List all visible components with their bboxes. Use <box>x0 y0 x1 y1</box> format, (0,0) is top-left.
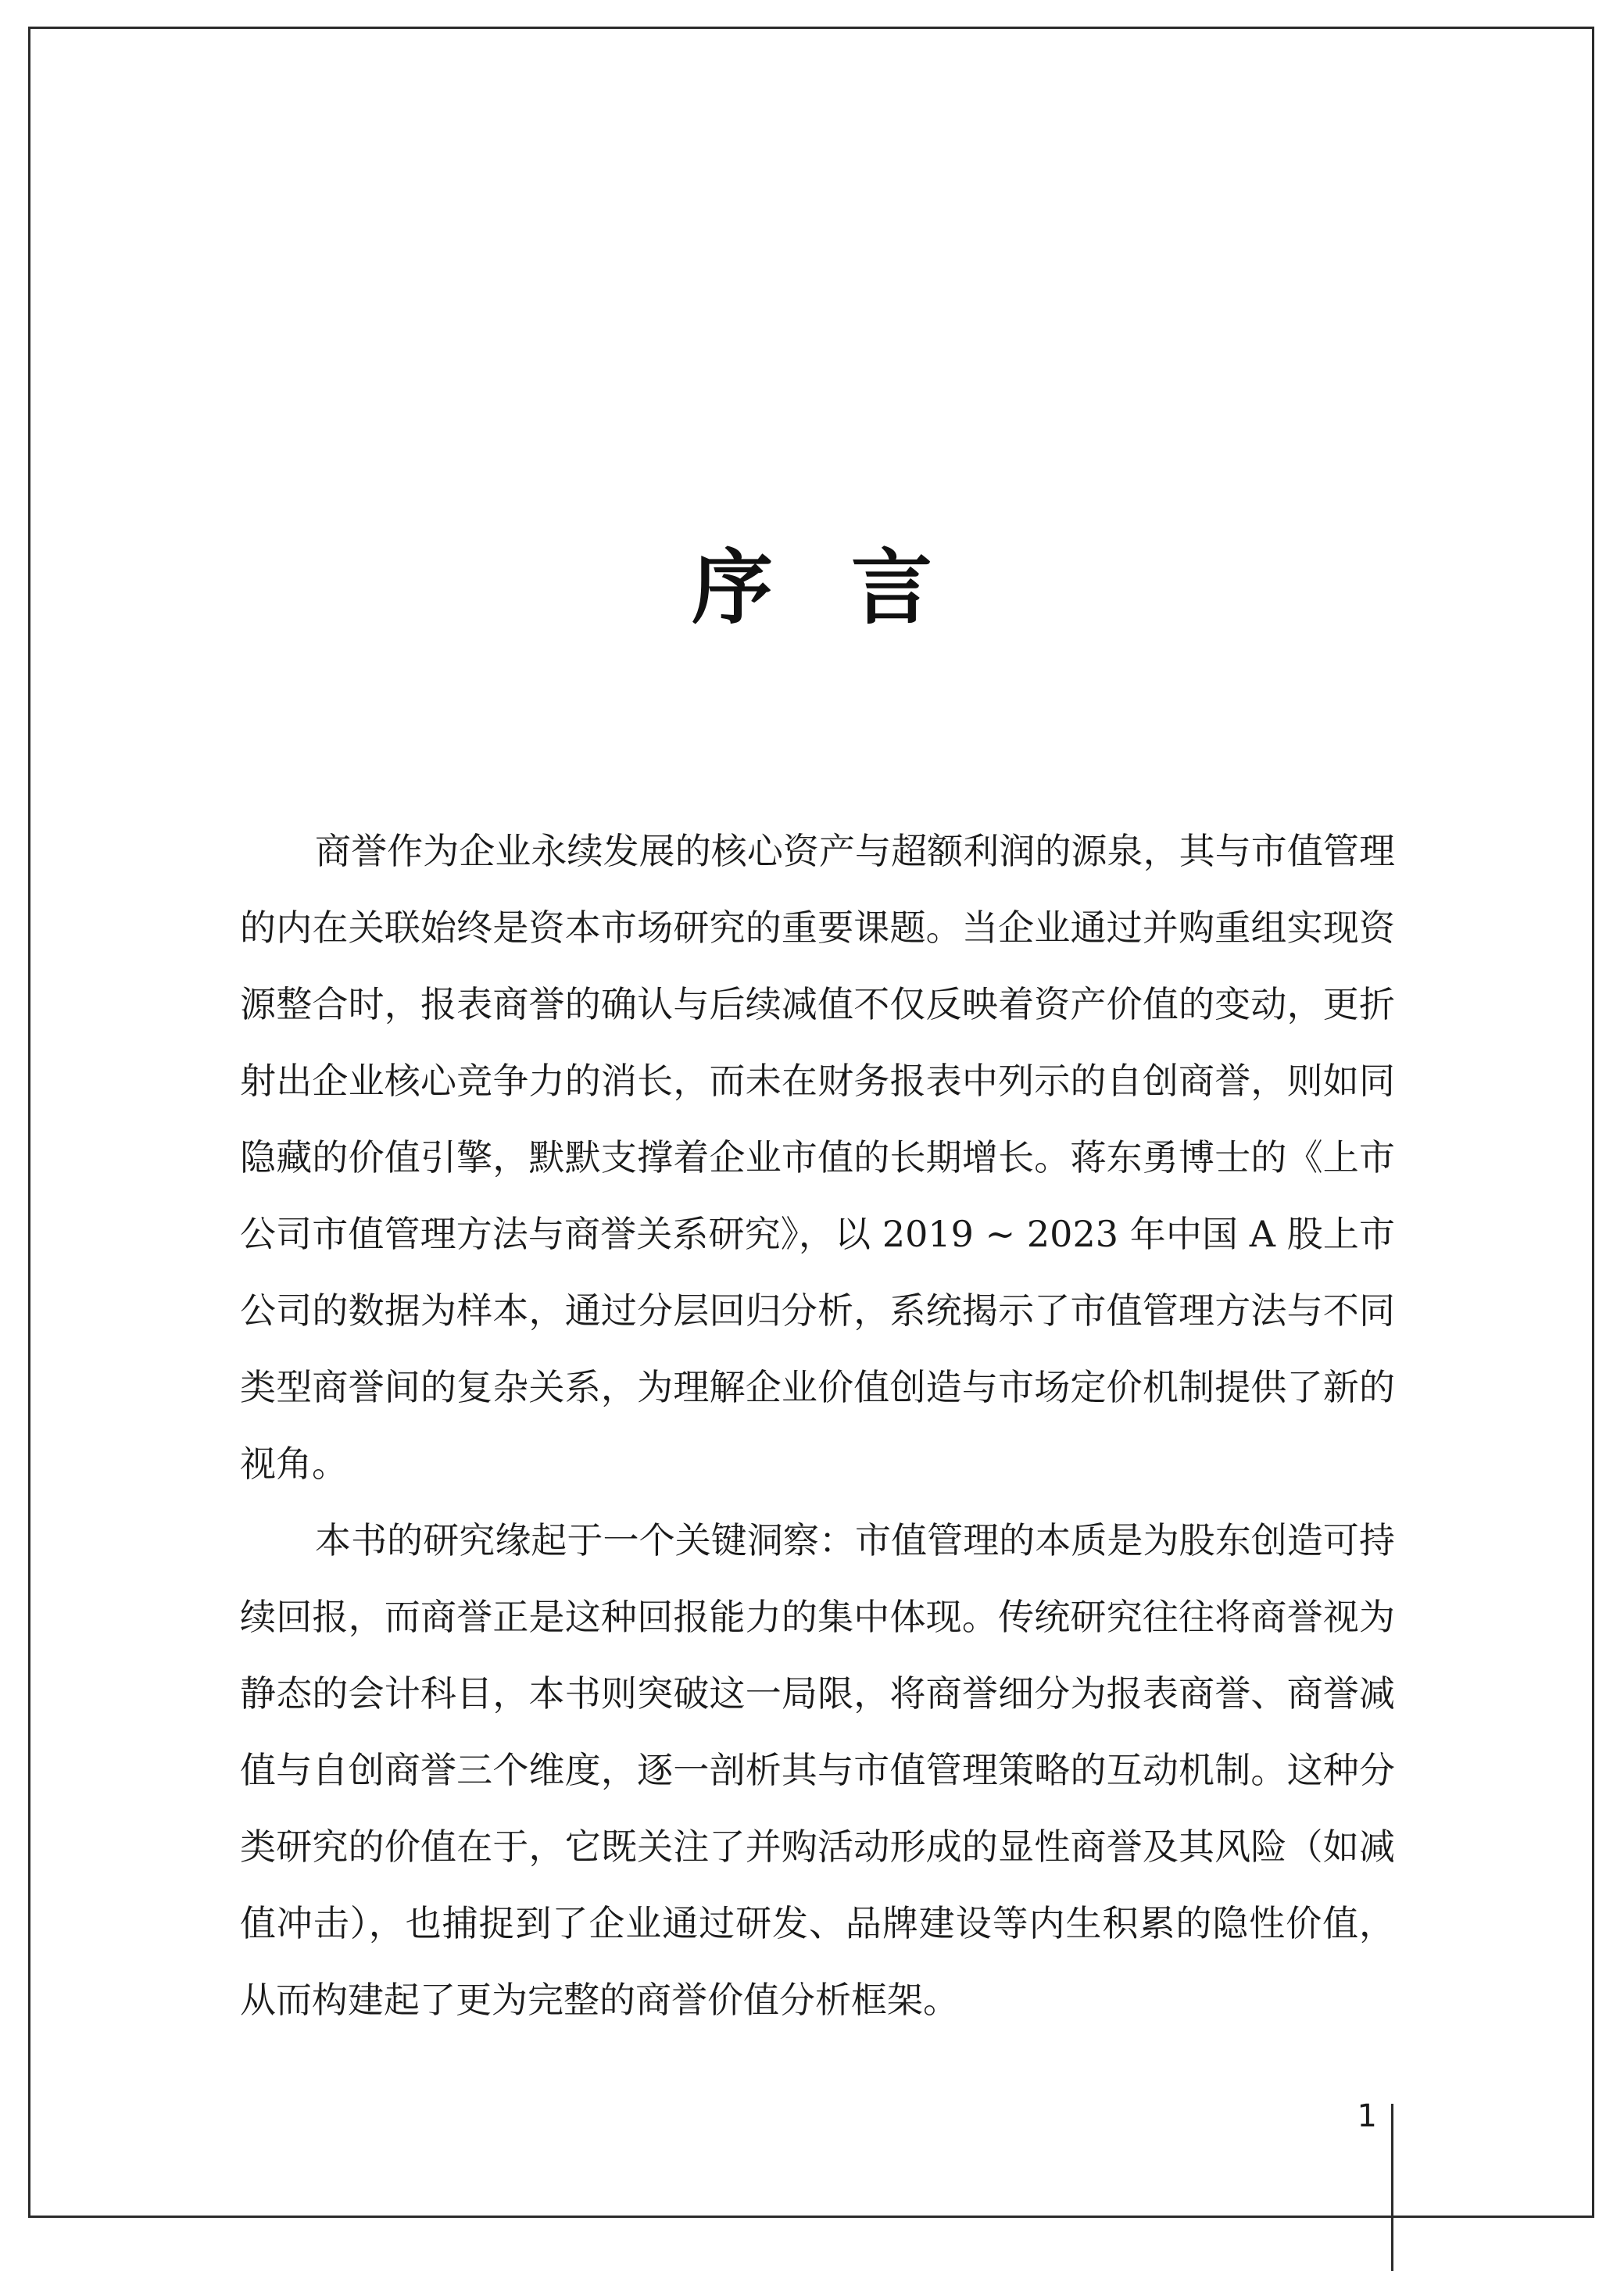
paragraph-1: 商誉作为企业永续发展的核心资产与超额利润的源泉，其与市值管理的内在关联始终是资本市场研究的重要课题。当企业通过并购重组实现资源整合时，报表商誉的确认与后续减值不仅反映着资产价值的变动，更折射出企业核心竞争力的消长，而未在财务报表中列示的自创商誉，则如同隐藏的价值引擎，默默支撑着企业市值的长期增长。蒋东勇博士的《上市公司市值管理方法与商誉关系研究》，以 2019 ~ 2023 年中国 A 股上市公司的数据为样本，通过分层回归分析，系统揭示了市值管理方法与不同类型商誉间的复杂关系，为理解企业价值创造与市场定价机制提供了新的视角。 <box>240 830 1395 1485</box>
margin-rule <box>1391 2104 1393 2271</box>
page-number: 1 <box>1357 2098 1377 2134</box>
paragraph-2: 本书的研究缘起于一个关键洞察：市值管理的本质是为股东创造可持续回报，而商誉正是这种回报能力的集中体现。传统研究往往将商誉视为静态的会计科目，本书则突破这一局限，将商誉细分为报表商誉、商誉减值与自创商誉三个维度，逐一剖析其与市值管理策略的互动机制。这种分类研究的价值在于，它既关注了并购活动形成的显性商誉及其风险（如减值冲击），也捕捉到了企业通过研发、品牌建设等内生积累的隐性价值，从而构建起了更为完整的商誉价值分析框架。 <box>240 1519 1395 2021</box>
preface-body <box>240 813 1395 2038</box>
page-title: 序言 <box>691 538 1011 635</box>
